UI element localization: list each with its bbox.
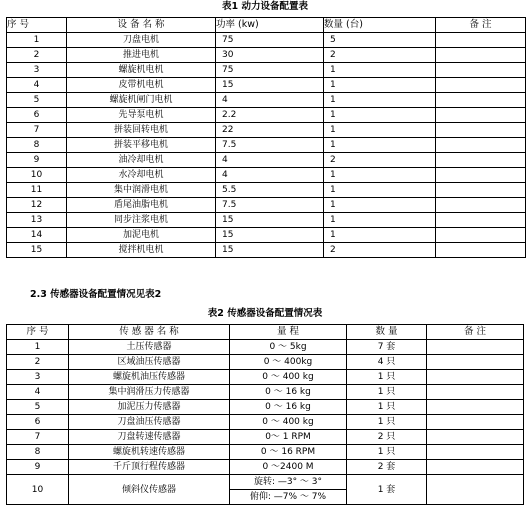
header-equipment-name: 设 备 名 称 (67, 18, 216, 33)
cell-remarks (436, 123, 526, 138)
cell-no: 1 (7, 33, 67, 48)
cell-quantity: 1 (324, 183, 436, 198)
cell-range: 0 ～2400 M (230, 460, 347, 475)
table-row (7, 355, 524, 370)
cell-quantity: 1 套 (347, 475, 427, 505)
cell-remarks (436, 198, 526, 213)
cell-quantity: 1 (324, 123, 436, 138)
cell-quantity: 2 (324, 243, 436, 258)
cell-power: 15 (216, 78, 324, 93)
header-no: 序 号 (7, 18, 67, 33)
cell-quantity: 5 (324, 33, 436, 48)
cell-power: 15 (216, 213, 324, 228)
header-no: 序 号 (7, 325, 69, 340)
cell-remarks (436, 183, 526, 198)
cell-no: 7 (7, 430, 69, 445)
table-row (7, 78, 526, 93)
cell-quantity: 1 只 (347, 445, 427, 460)
cell-remarks (427, 460, 524, 475)
cell-quantity: 1 (324, 93, 436, 108)
cell-remarks (436, 213, 526, 228)
cell-remarks (436, 33, 526, 48)
cell-power: 30 (216, 48, 324, 63)
cell-quantity: 2 只 (347, 430, 427, 445)
cell-sensor-name: 区域油压传感器 (69, 355, 230, 370)
cell-remarks (436, 168, 526, 183)
section-heading: 2.3 传感器设备配置情况见表2 (30, 289, 162, 300)
cell-remarks (436, 108, 526, 123)
cell-sensor-name: 加泥压力传感器 (69, 400, 230, 415)
table-row (7, 138, 526, 153)
sensor-equipment-table (6, 324, 524, 505)
cell-quantity: 2 套 (347, 460, 427, 475)
cell-range: 0 ～ 16 RPM (230, 445, 347, 460)
cell-no: 10 (7, 475, 69, 505)
table-header-row (7, 325, 524, 340)
cell-no: 2 (7, 355, 69, 370)
table-row (7, 445, 524, 460)
cell-quantity: 4 只 (347, 355, 427, 370)
cell-range: 0～ 1 RPM (230, 430, 347, 445)
cell-equipment-name: 推进电机 (67, 48, 216, 63)
header-remarks: 备 注 (436, 18, 526, 33)
cell-remarks (436, 78, 526, 93)
cell-no: 11 (7, 183, 67, 198)
cell-no: 15 (7, 243, 67, 258)
cell-no: 6 (7, 415, 69, 430)
cell-equipment-name: 螺旋机闸门电机 (67, 93, 216, 108)
cell-power: 7.5 (216, 198, 324, 213)
cell-equipment-name: 加泥电机 (67, 228, 216, 243)
cell-remarks (427, 415, 524, 430)
cell-range-rotation: 旋转: —3° ～ 3° (230, 475, 347, 490)
cell-range: 0 ～ 16 kg (230, 385, 347, 400)
cell-equipment-name: 同步注浆电机 (67, 213, 216, 228)
table-row (7, 475, 524, 490)
cell-equipment-name: 皮带机电机 (67, 78, 216, 93)
cell-no: 5 (7, 93, 67, 108)
cell-power: 7.5 (216, 138, 324, 153)
header-quantity: 数 量 (347, 325, 427, 340)
table-row (7, 108, 526, 123)
cell-sensor-name: 螺旋机转速传感器 (69, 445, 230, 460)
cell-equipment-name: 盾尾油脂电机 (67, 198, 216, 213)
cell-no: 8 (7, 445, 69, 460)
cell-no: 14 (7, 228, 67, 243)
cell-quantity: 1 (324, 198, 436, 213)
cell-quantity: 1 (324, 168, 436, 183)
cell-power: 5.5 (216, 183, 324, 198)
cell-remarks (427, 370, 524, 385)
table-row (7, 385, 524, 400)
cell-no: 1 (7, 340, 69, 355)
cell-range: 0 ～ 400 kg (230, 415, 347, 430)
cell-range: 0 ～ 400 kg (230, 370, 347, 385)
cell-quantity: 2 (324, 153, 436, 168)
table-row (7, 415, 524, 430)
cell-equipment-name: 拼装平移电机 (67, 138, 216, 153)
cell-quantity: 1 (324, 213, 436, 228)
cell-no: 5 (7, 400, 69, 415)
table-row (7, 213, 526, 228)
table-row (7, 460, 524, 475)
cell-no: 13 (7, 213, 67, 228)
cell-equipment-name: 搅拌机电机 (67, 243, 216, 258)
table-row (7, 243, 526, 258)
cell-quantity: 1 (324, 78, 436, 93)
header-range: 量 程 (230, 325, 347, 340)
cell-equipment-name: 螺旋机电机 (67, 63, 216, 78)
cell-equipment-name: 油冷却电机 (67, 153, 216, 168)
cell-power: 15 (216, 228, 324, 243)
cell-range: 0 ～ 5kg (230, 340, 347, 355)
table-row (7, 123, 526, 138)
cell-quantity: 1 (324, 108, 436, 123)
cell-equipment-name: 集中润滑电机 (67, 183, 216, 198)
table-row (7, 33, 526, 48)
cell-quantity: 1 (324, 63, 436, 78)
cell-remarks (427, 340, 524, 355)
cell-sensor-name: 螺旋机油压传感器 (69, 370, 230, 385)
header-quantity: 数量 (台) (324, 18, 436, 33)
cell-quantity: 2 (324, 48, 436, 63)
cell-range: 0 ～ 400kg (230, 355, 347, 370)
cell-remarks (436, 48, 526, 63)
cell-no: 9 (7, 153, 67, 168)
cell-quantity: 1 只 (347, 370, 427, 385)
table-row (7, 228, 526, 243)
cell-power: 4 (216, 93, 324, 108)
cell-no: 4 (7, 385, 69, 400)
cell-quantity: 1 只 (347, 415, 427, 430)
table2-caption: 表2 传感器设备配置情况表 (207, 308, 323, 319)
cell-power: 2.2 (216, 108, 324, 123)
cell-no: 7 (7, 123, 67, 138)
cell-power: 4 (216, 168, 324, 183)
cell-equipment-name: 拼装回转电机 (67, 123, 216, 138)
table-row (7, 153, 526, 168)
cell-remarks (436, 228, 526, 243)
cell-quantity: 1 只 (347, 400, 427, 415)
cell-equipment-name: 先导泵电机 (67, 108, 216, 123)
header-power: 功率 (kw) (216, 18, 324, 33)
cell-quantity: 1 只 (347, 385, 427, 400)
cell-power: 75 (216, 33, 324, 48)
table-row (7, 63, 526, 78)
cell-no: 3 (7, 370, 69, 385)
cell-quantity: 1 (324, 228, 436, 243)
cell-no: 4 (7, 78, 67, 93)
header-sensor-name: 传 感 器 名 称 (69, 325, 230, 340)
table-row (7, 430, 524, 445)
cell-no: 3 (7, 63, 67, 78)
cell-remarks (436, 153, 526, 168)
cell-remarks (427, 385, 524, 400)
cell-sensor-name: 刀盘油压传感器 (69, 415, 230, 430)
table-row (7, 370, 524, 385)
cell-no: 2 (7, 48, 67, 63)
table1-caption: 表1 动力设备配置表 (222, 1, 308, 12)
cell-power: 75 (216, 63, 324, 78)
cell-remarks (436, 63, 526, 78)
cell-range-pitch: 俯仰: —7% ～ 7% (230, 490, 347, 505)
header-remarks: 备 注 (427, 325, 524, 340)
power-equipment-table (6, 17, 526, 258)
cell-remarks (427, 355, 524, 370)
cell-no: 8 (7, 138, 67, 153)
table-row (7, 183, 526, 198)
cell-sensor-name: 集中润滑压力传感器 (69, 385, 230, 400)
table-row (7, 340, 524, 355)
cell-remarks (427, 400, 524, 415)
cell-remarks (427, 430, 524, 445)
table-row (7, 48, 526, 63)
table-row (7, 93, 526, 108)
cell-remarks (436, 138, 526, 153)
cell-sensor-name: 刀盘转速传感器 (69, 430, 230, 445)
cell-no: 12 (7, 198, 67, 213)
cell-equipment-name: 刀盘电机 (67, 33, 216, 48)
cell-sensor-name: 千斤顶行程传感器 (69, 460, 230, 475)
cell-power: 4 (216, 153, 324, 168)
cell-no: 10 (7, 168, 67, 183)
cell-no: 9 (7, 460, 69, 475)
cell-remarks (436, 243, 526, 258)
cell-quantity: 1 (324, 138, 436, 153)
table-row (7, 400, 524, 415)
cell-power: 15 (216, 243, 324, 258)
cell-power: 22 (216, 123, 324, 138)
cell-remarks (427, 475, 524, 505)
cell-equipment-name: 水冷却电机 (67, 168, 216, 183)
cell-quantity: 7 套 (347, 340, 427, 355)
cell-range: 0 ～ 16 kg (230, 400, 347, 415)
table-row (7, 168, 526, 183)
cell-no: 6 (7, 108, 67, 123)
cell-remarks (427, 445, 524, 460)
cell-sensor-name: 土压传感器 (69, 340, 230, 355)
table-row (7, 198, 526, 213)
cell-remarks (436, 93, 526, 108)
cell-sensor-name: 倾斜仪传感器 (69, 475, 230, 505)
table-header-row (7, 18, 526, 33)
